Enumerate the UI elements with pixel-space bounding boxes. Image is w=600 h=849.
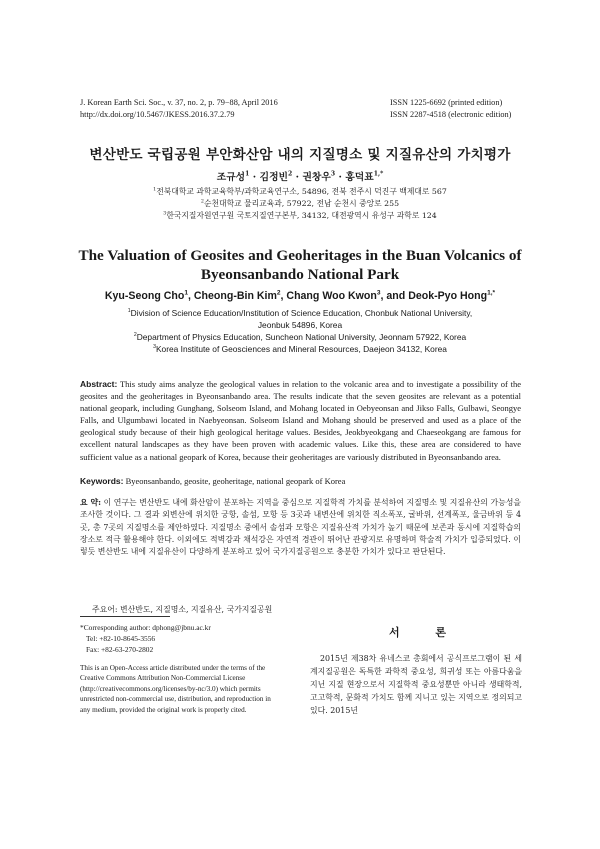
keywords-label: Keywords:: [80, 476, 124, 486]
korean-abstract: [80, 497, 521, 558]
journal-citation: J. Korean Earth Sci. Soc., v. 37, no. 2, p. 79−88, April 2016: [80, 98, 278, 107]
aff-text: Korea Institute of Geosciences and Mineral Resources, Daejeon 34132, Korea: [155, 344, 447, 354]
kr-abstract-text: 이 연구는 변산반도 내에 화산암이 분포하는 지역을 중심으로 지질학적 가치를 분석하여 지질명소 및 지질유산의 가능성을 조사한 것이다. 그 결과 외변산에 위치한 궁항, 솔섬, 모항 등 3곳과 내변산에 위치한 직소폭포, 굴바위, 선계폭포, 울금바위 등 4곳, 총 7곳의 지질명소를 제안하였다. 지질명소 중에서 솔섬과 모항은 지질유산적 가치가 높기 때문에 보존과 동시에 지질학습의 장소로 적극 활용해야 한다. 이외에도 적벽강과 채석강은 자연적 경관이 뛰어난 관광지로 유명하며 학술적 가치가 입증되었다. 이렇듯 변산반도 내에 지질유산이 다양하게 분포하고 있어 국가지질공원으로 충분한 가치가 있다고 판단된다.: [80, 498, 521, 557]
fax: Fax: +82-63-270-2802: [86, 645, 154, 654]
en-author: Chang Woo Kwon: [286, 290, 377, 302]
korean-title: 변산반도 국립공원 부안화산암 내의 지질명소 및 지질유산의 가치평가: [89, 147, 511, 163]
kr-author: 조규성: [216, 172, 246, 183]
en-affiliation-1: [0, 308, 600, 331]
corresponding-author: *Corresponding author: dphong@jbnu.ac.kr: [80, 623, 211, 632]
en-author-sup: 2: [276, 289, 281, 297]
kr-affiliation-2: [0, 198, 600, 209]
introduction-paragraph: 2015년 제38차 유네스코 총회에서 공식프로그램이 된 세계지질공원은 독특한 과학적 중요성, 희귀성 또는 아름다움을 지닌 지질 현장으로서 지질학적 중요성뿐만 아니라 생태학적, 고고학적, 문화적 가치도 함께 지니고 있는 지역으로 정의되고 있다. 2015년: [310, 654, 522, 716]
kr-abstract-label: 요 약:: [80, 498, 101, 507]
en-author: Deok-Pyo Hong: [408, 290, 488, 302]
korean-authors: [0, 169, 600, 183]
english-title-line-1: The Valuation of Geosites and Geoheritages in the Buan Volcanics of: [78, 247, 522, 264]
introduction-text: [310, 652, 522, 717]
kr-author-sup: 2: [288, 170, 293, 178]
en-author: Kyu-Seong Cho: [104, 290, 185, 302]
aff-sup: 3: [153, 344, 156, 351]
aff-text: Department of Physics Education, Suncheon National University, Jeonnam 57922, Korea: [136, 332, 467, 342]
kr-keywords-label: 주요어:: [92, 605, 118, 614]
issn-block: [390, 97, 511, 121]
keywords-text: Byeonsanbando, geosite, geoheritage, national geopark of Korea: [125, 476, 346, 486]
en-author-sep: ,: [280, 290, 287, 302]
aff-sup: 1: [127, 308, 131, 315]
en-author-sep: ,: [188, 290, 194, 302]
kr-author-sep: ·: [335, 172, 346, 183]
aff-sup: 3: [163, 211, 167, 217]
en-author-sup: 3: [376, 289, 381, 297]
en-author: Cheong-Bin Kim: [193, 290, 277, 302]
aff-text-line-2: Jeonbuk 54896, Korea: [257, 319, 343, 330]
aff-text: 순천대학교 물리교육과, 57922, 전남 순천시 중앙로 255: [203, 199, 400, 208]
aff-text: 한국지질자원연구원 국토지질연구본부, 34132, 대전광역시 유성구 과학로 124: [166, 211, 437, 220]
footnote-divider: [80, 616, 170, 617]
license-notice: This is an Open-Access article distributed under the terms of the Creative Commons Attribution Non-Commercial License (http://creativecommons.org/licenses/by-nc/3.0) which permits unrestricted non-commercial use, distribution, and reproduction in any medium, provided the original work is properly cited.: [80, 664, 271, 714]
english-authors: [0, 290, 600, 302]
kr-author: 홍덕표: [345, 172, 374, 183]
abstract-text: This study aims analyze the geological values in relation to the volcanic area and to investigate a possibility of the geosites and the geoheritages in Byeonsanbando area. The results indicate that the seven geosites are relevant as a potential national geopark, including Gunghang, Solseom Island, and Mohang located in Oebyeonsan and Jikso Falls, Gulbawi, Seongye Falls, and Ulgumbawi located in Naebyeonsan. Solseom Island and Mohang should be preserved and used as a place of the geological study because of their high geological heritage values. Besides, Jeokbyeokgang and Chaeseokgang are famous for excellent natural landscapes as they have been proven with academic values. Like this, these area are considered to have sufficient value as a national geopark of Korea, because their geoheritages are variously distributed in Byeonsanbando area.: [80, 379, 521, 462]
kr-author: 권창우: [302, 172, 331, 183]
telephone: Tel: +82-10-8645-3556: [86, 634, 156, 643]
aff-text: Division of Science Education/Institution of Science Education, Chonbuk National University,: [130, 308, 473, 318]
kr-author-sup: 1: [245, 170, 250, 178]
aff-text: 전북대학교 과학교육학부/과학교육연구소, 54896, 전북 전주시 덕진구 백제대로 567: [156, 187, 447, 196]
doi-link[interactable]: http://dx.doi.org/10.5467/JKESS.2016.37.2.79: [80, 110, 235, 119]
aff-sup: 2: [133, 332, 137, 339]
kr-keywords-text: 변산반도, 지질명소, 지질유산, 국가지질공원: [120, 605, 273, 614]
english-title-line-2: Byeonsanbando National Park: [200, 266, 400, 283]
en-author-sep: , and: [380, 290, 409, 302]
kr-author-sup: 3: [330, 170, 336, 178]
korean-keywords: [92, 604, 272, 615]
issn-print: ISSN 1225-6692 (printed edition): [390, 98, 503, 107]
introduction-heading: 서 론: [388, 626, 463, 639]
journal-header: [80, 97, 278, 121]
kr-author-sep: ·: [292, 172, 303, 183]
aff-sup: 1: [153, 187, 157, 193]
en-affiliation-3: [0, 344, 600, 356]
kr-author-sep: ·: [249, 172, 260, 183]
keywords: [80, 476, 521, 486]
issn-electronic: ISSN 2287-4518 (electronic edition): [390, 110, 512, 119]
aff-sup: 2: [200, 199, 204, 205]
footnote: [80, 622, 211, 655]
kr-affiliation-3: [0, 210, 600, 221]
english-title: [60, 246, 540, 284]
en-author-sup: 1: [184, 289, 188, 297]
kr-author: 김정빈: [259, 172, 289, 183]
abstract: [80, 378, 521, 463]
en-affiliation-2: [0, 332, 600, 344]
kr-affiliation-1: [0, 186, 600, 197]
abstract-label: Abstract:: [80, 379, 118, 389]
en-author-sup: 1,*: [487, 289, 496, 297]
kr-author-sup: 1,*: [373, 170, 384, 178]
